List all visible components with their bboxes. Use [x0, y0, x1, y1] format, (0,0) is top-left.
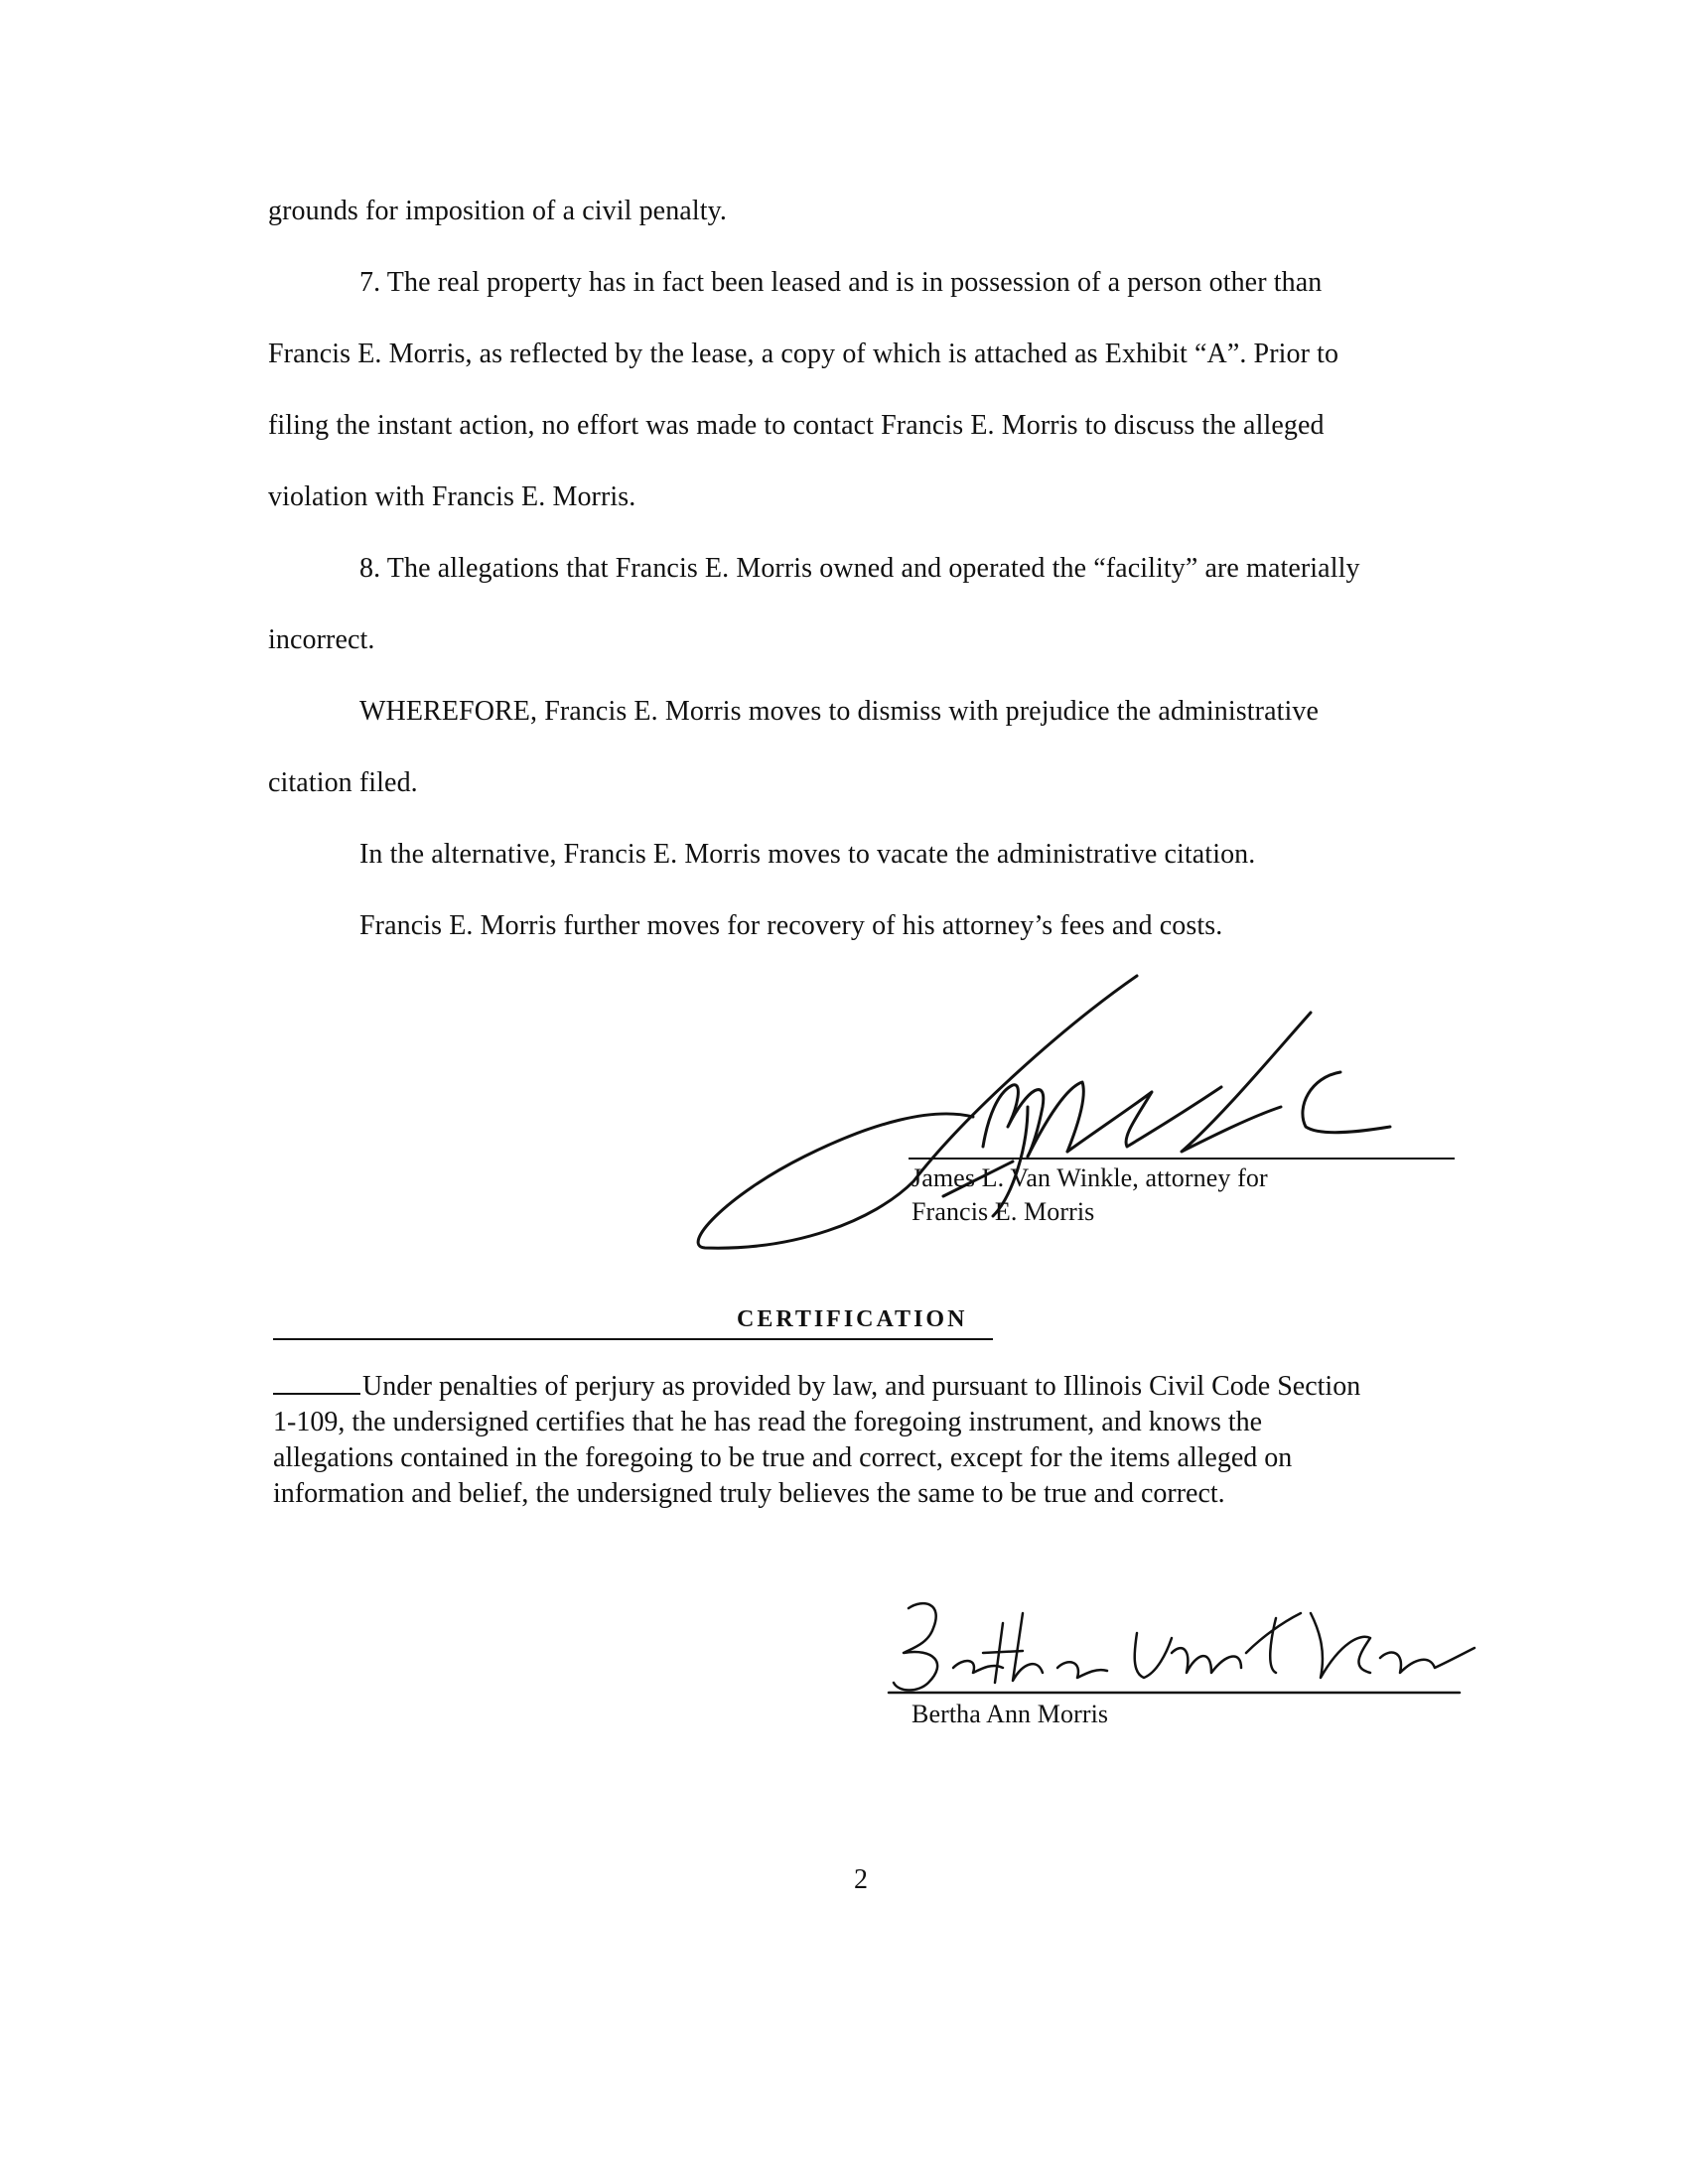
- paragraph-7-line-4: violation with Francis E. Morris.: [268, 481, 636, 512]
- certification-initial-blank: [273, 1371, 360, 1395]
- signer-signature-image: [884, 1593, 1479, 1703]
- paragraph-7-line-3: filing the instant action, no effort was made to contact Francis E. Morris to discuss the alleged: [268, 410, 1325, 441]
- page-number: 2: [854, 1864, 868, 1895]
- attorney-name: James L. Van Winkle, attorney for: [912, 1163, 1268, 1192]
- alternative-motion: In the alternative, Francis E. Morris moves to vacate the administrative citation.: [359, 839, 1256, 870]
- certification-line-2: 1-109, the undersigned certifies that he has read the foregoing instrument, and knows the: [273, 1407, 1263, 1437]
- certification-line-3: allegations contained in the foregoing to be true and correct, except for the items alleged on: [273, 1442, 1293, 1473]
- attorney-client-name: Francis E. Morris: [912, 1197, 1095, 1226]
- paragraph-8-line-1: 8. The allegations that Francis E. Morris owned and operated the “facility” are materially: [359, 553, 1360, 584]
- paragraph-8-line-2: incorrect.: [268, 624, 375, 655]
- certification-line-1-text: Under penalties of perjury as provided by law, and pursuant to Illinois Civil Code Section: [362, 1371, 1361, 1402]
- paragraph-7-line-1: 7. The real property has in fact been leased and is in possession of a person other than: [359, 267, 1323, 298]
- signer-name: Bertha Ann Morris: [912, 1700, 1109, 1728]
- certification-line-1: [273, 1370, 1360, 1404]
- certification-divider: [273, 1338, 993, 1340]
- wherefore-line-2: citation filed.: [268, 767, 418, 798]
- attorney-signature-line: [909, 1158, 1455, 1160]
- paragraph-7-line-2: Francis E. Morris, as reflected by the lease, a copy of which is attached as Exhibit “A”. Prior to: [268, 339, 1339, 369]
- fees-motion: Francis E. Morris further moves for recovery of his attorney’s fees and costs.: [359, 910, 1223, 941]
- body-line-grounds: grounds for imposition of a civil penalty.: [268, 196, 727, 226]
- certification-line-4: information and belief, the undersigned truly believes the same to be true and correct.: [273, 1478, 1225, 1509]
- wherefore-line-1: WHEREFORE, Francis E. Morris moves to dismiss with prejudice the administrative: [359, 696, 1319, 727]
- certification-heading: CERTIFICATION: [737, 1306, 968, 1332]
